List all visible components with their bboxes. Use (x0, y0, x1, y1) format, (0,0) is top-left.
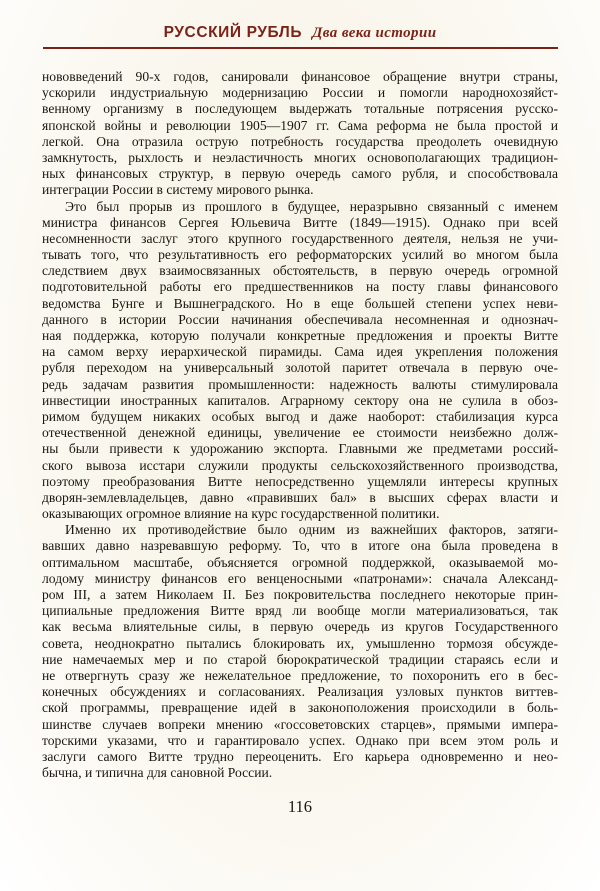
paragraph (42, 522, 558, 781)
text-line: бычна, и типична для сановной России. (42, 765, 273, 781)
text-line: японской войны и революции 1905—1907 гг. Сама реформа не была простой и (42, 117, 558, 133)
book-title: РУССКИЙ РУБЛЬ (163, 24, 303, 41)
book-subtitle: Два века истории (312, 25, 437, 41)
text-line: ная поддержка, которую получали конкретные предложения и проекты Витте (42, 328, 558, 343)
text-line: шинстве случаев вопреки мнению «госсоветовских старцев», прямыми импера- (42, 716, 558, 732)
text-line: ского вывоза исстари служили продукты сельскохозяйственного производства, (42, 457, 558, 473)
text-line: данного в истории России начинания обеспечивала несомненная и однознач- (42, 311, 558, 327)
text-line: лодому министру финансов его венценосными «патронами»: сначала Александ- (42, 570, 558, 586)
text-line: Именно их противодействие было одним из важнейших факторов, затяги- (65, 522, 558, 538)
text-line: министра финансов Сергея Юльевича Витте (1849—1915). Однако при всей (42, 214, 558, 230)
text-line: как весьма влиятельные силы, в первую очередь из кругов Государственного (42, 619, 558, 635)
page-number: 116 (287, 797, 313, 817)
running-header (0, 24, 600, 43)
text-line: следствием двух взаимосвязанных обстоятельств, в первую очередь огромной (42, 263, 558, 279)
text-line: на самом верху иерархической пирамиды. Сама идея укрепления положения (42, 344, 558, 360)
text-line: венному организму в последующем выдержать тотальные потрясения русско- (42, 101, 558, 117)
text-line: ние намечаемых мер и по старой бюрократической традиции стараясь если и (42, 651, 558, 667)
text-line: рубля переходом на универсальный золотой паритет отвечала в первую оче- (42, 360, 558, 376)
header-rule (43, 47, 558, 49)
text-line: торскими указами, что и гарантировало успех. Однако при всем этом роль и (42, 732, 558, 748)
text-line: оптимальном масштабе, объясняется огромной поддержкой, оказываемой мо- (42, 554, 558, 570)
text-line: вавших давно назревавшую реформу. То, что в итоге она была проведена в (42, 538, 558, 554)
text-line: замкнутость, рыхлость и неэластичность многих основополагающих традицион- (42, 149, 558, 165)
page-body (42, 69, 558, 781)
text-line: подготовительной работы его предшественников на посту главы финансового (42, 279, 558, 295)
text-line: поэтому преобразования Витте непосредственно ущемляли интересы крупных (42, 473, 558, 489)
text-line: Это был прорыв из прошлого в будущее, неразрывно связанный с именем (65, 198, 558, 214)
text-line: ром III, а затем Николаем II. Без покровительства последнего некоторые прин- (42, 587, 558, 602)
text-line: редь задачам развития промышленности: надежность валюты стимулировала (42, 376, 558, 392)
text-line: тывать того, что результативность его реформаторских усилий во многом была (42, 247, 558, 263)
text-line: нововведений 90-х годов, санировали финансовое обращение внутри страны, (42, 69, 558, 84)
text-line: конечных обсуждениях и согласованиях. Реализация узловых пунктов виттев- (42, 684, 558, 700)
paragraph (42, 199, 558, 523)
text-line: отечественной денежной единицы, увеличение ее стоимости неизбежно долж- (42, 425, 558, 441)
text-line: оказывающих огромное влияние на курс государственной политики. (42, 506, 440, 522)
paragraph (42, 69, 558, 199)
text-line: совета, неоднократно пытались блокировать их, умышленно тормозя обсужде- (42, 635, 558, 651)
text-line: интеграции России в систему мирового рынка. (42, 182, 314, 198)
text-line: не отвергнуть сразу же нежелательное предложение, то похоронить его в бес- (42, 667, 558, 683)
text-line: инвестиции иностранных капиталов. Аграрному сектору она не сулила в обоз- (42, 392, 558, 408)
text-line: заслуги самого Витте трудно переоценить. Его карьера одновременно и нео- (42, 748, 558, 764)
text-line: дворян-землевладельцев, давно «правивших бал» в высших сферах власти и (42, 489, 558, 505)
text-line: ской программы, превращение идей в законоположения происходили в боль- (42, 700, 558, 716)
text-line: ны были привести к удорожанию экспорта. Главными же предметами россий- (42, 441, 558, 457)
text-line: легкой. Она отразила острую потребность государства преодолеть очевидную (42, 133, 558, 149)
text-line: ных финансовых структур, в первую очередь самого рубля, и способствовала (42, 166, 558, 182)
text-line: римом будущем никаких особых выгод и даже наоборот: стабилизация курса (42, 408, 558, 424)
text-line: ведомства Бунге и Вышнеградского. Но в еще большей степени успех неви- (42, 295, 558, 311)
text-line: ускорили индустриальную модернизацию России и помогли народнохозяйст- (42, 85, 558, 101)
text-line: ципиальные предложения Витте вряд ли вообще могли материализоваться, так (42, 603, 558, 619)
text-line: несомненности заслуг этого крупного государственного деятеля, нельзя не учи- (42, 230, 558, 246)
